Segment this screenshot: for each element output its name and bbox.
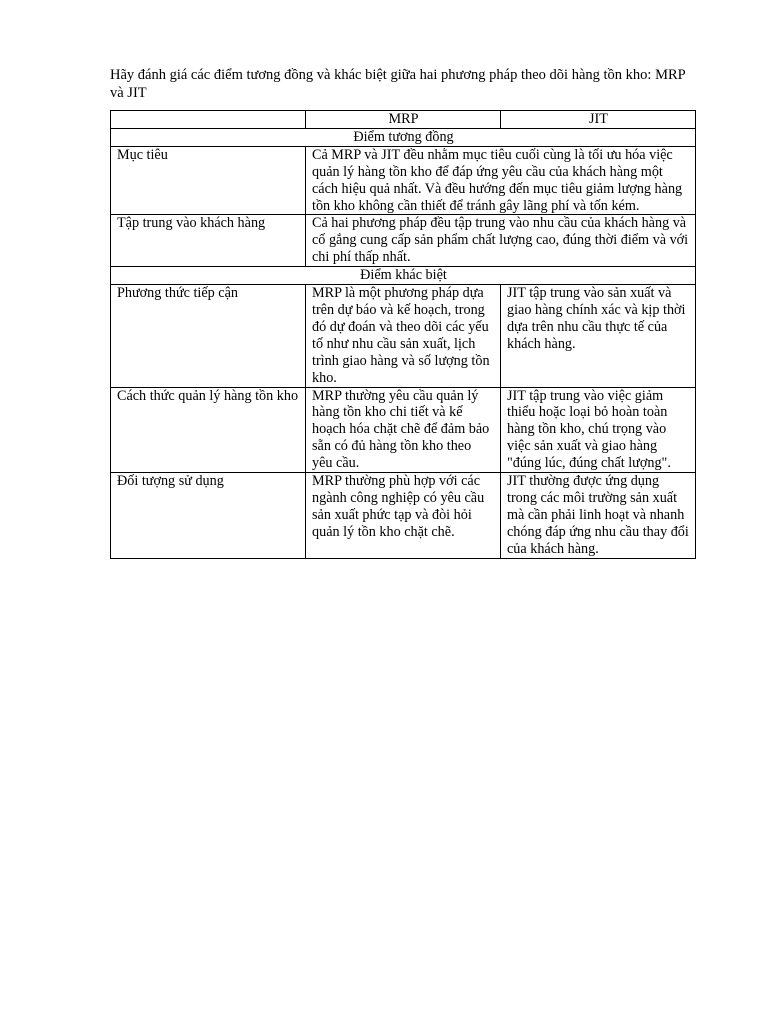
criterion-cell: Mục tiêu bbox=[111, 146, 306, 215]
similarity-text: Cả hai phương pháp đều tập trung vào nhu cầu của khách hàng và cố gắng cung cấp sản phẩm chất lượng cao, đúng thời điểm và với chi phí thấp nhất. bbox=[306, 215, 696, 267]
criterion-cell: Phương thức tiếp cận bbox=[111, 285, 306, 387]
section-title-differences: Điểm khác biệt bbox=[111, 267, 696, 285]
jit-cell: JIT tập trung vào việc giảm thiểu hoặc loại bỏ hoàn toàn hàng tồn kho, chú trọng vào việc sản xuất và giao hàng "đúng lúc, đúng chất lượng". bbox=[501, 387, 696, 473]
question-text: Hãy đánh giá các điểm tương đồng và khác biệt giữa hai phương pháp theo dõi hàng tồn kho: MRP và JIT bbox=[110, 67, 686, 101]
criterion-cell: Đối tượng sử dụng bbox=[111, 473, 306, 559]
criterion-cell: Tập trung vào khách hàng bbox=[111, 215, 306, 267]
table-row bbox=[111, 146, 696, 215]
document-page bbox=[110, 66, 700, 559]
jit-cell: JIT tập trung vào sản xuất và giao hàng chính xác và kịp thời dựa trên nhu cầu thực tế của khách hàng. bbox=[501, 285, 696, 387]
section-row-similarities bbox=[111, 128, 696, 146]
section-row-differences bbox=[111, 267, 696, 285]
table-row bbox=[111, 215, 696, 267]
header-jit: JIT bbox=[501, 111, 696, 129]
comparison-table bbox=[110, 110, 696, 559]
similarity-text: Cả MRP và JIT đều nhằm mục tiêu cuối cùng là tối ưu hóa việc quản lý hàng tồn kho để đáp ứng yêu cầu của khách hàng một cách hiệu quả nhất. Và đều hướng đến mục tiêu giảm lượng hàng tồn kho không cần thiết để tránh gây lãng phí và tốn kém. bbox=[306, 146, 696, 215]
header-mrp: MRP bbox=[306, 111, 501, 129]
mrp-cell: MRP thường yêu cầu quản lý hàng tồn kho chi tiết và kế hoạch hóa chặt chẽ để đảm bảo sẵn có đủ hàng tồn kho theo yêu cầu. bbox=[306, 387, 501, 473]
table-row bbox=[111, 387, 696, 473]
table-header-row bbox=[111, 111, 696, 129]
mrp-cell: MRP thường phù hợp với các ngành công nghiệp có yêu cầu sản xuất phức tạp và đòi hỏi quản lý tồn kho chặt chẽ. bbox=[306, 473, 501, 559]
mrp-cell: MRP là một phương pháp dựa trên dự báo và kế hoạch, trong đó dự đoán và theo dõi các yếu tố như nhu cầu sản xuất, lịch trình giao hàng và số lượng tồn kho. bbox=[306, 285, 501, 387]
header-empty-cell bbox=[111, 111, 306, 129]
section-title-similarities: Điểm tương đồng bbox=[111, 128, 696, 146]
jit-cell: JIT thường được ứng dụng trong các môi trường sản xuất mà cần phải linh hoạt và nhanh chóng đáp ứng nhu cầu thay đổi của khách hàng. bbox=[501, 473, 696, 559]
criterion-cell: Cách thức quản lý hàng tồn kho bbox=[111, 387, 306, 473]
table-row bbox=[111, 285, 696, 387]
table-row bbox=[111, 473, 696, 559]
